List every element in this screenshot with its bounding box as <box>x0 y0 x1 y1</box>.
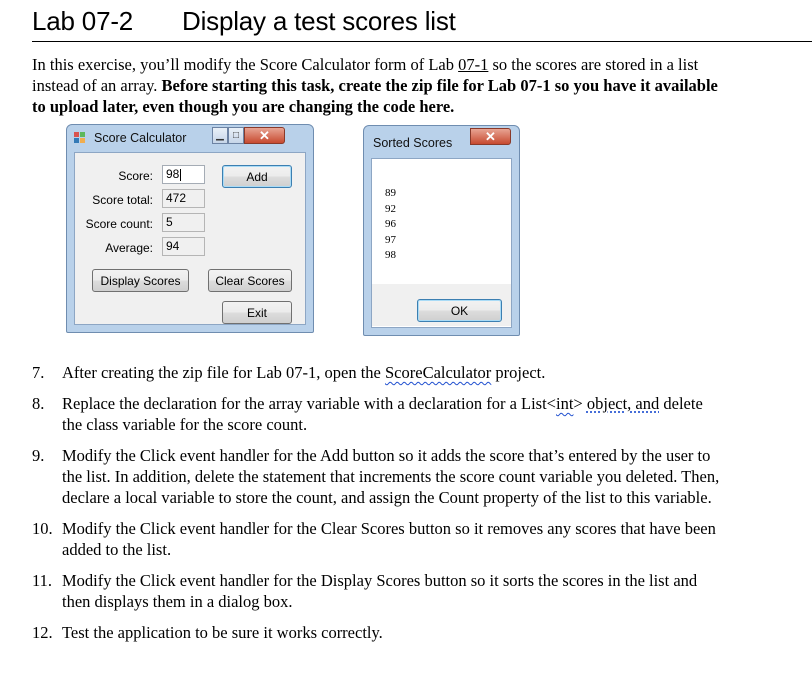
sorted-window-controls <box>470 128 511 145</box>
exit-button[interactable]: Exit <box>222 301 292 324</box>
calculator-titlebar[interactable] <box>67 125 313 151</box>
score-calculator-window <box>66 124 314 333</box>
average-label: Average: <box>105 241 153 255</box>
heading-rule <box>32 41 812 42</box>
sorted-title: Sorted Scores <box>373 136 453 150</box>
step-12 <box>32 622 722 643</box>
text-caret <box>180 169 181 181</box>
ok-button[interactable]: OK <box>417 299 502 322</box>
close-icon[interactable]: ✕ <box>470 128 511 145</box>
step-9 <box>32 445 722 508</box>
score-total-label: Score total: <box>92 193 153 207</box>
add-button[interactable]: Add <box>222 165 292 188</box>
step-text: Modify the Click event handler for the Add button so it adds the score that’s entered by the user to the list. In addition, delete the statement that increments the score count variable you deleted. Then, declare a local variable to store the count, and assign the Count property of the list to this variable. <box>62 446 720 507</box>
grammar-flagged-text: object, and <box>586 394 660 413</box>
step-number: 9. <box>32 446 45 465</box>
intro-text-1: In this exercise, you’ll modify the Score Calculator form of Lab <box>32 55 459 74</box>
sorted-titlebar[interactable] <box>364 126 519 152</box>
step-7 <box>32 362 722 383</box>
step-text: > <box>573 394 587 413</box>
step-number: 10. <box>32 519 53 538</box>
step-text: project. <box>491 363 546 382</box>
step-number: 12. <box>32 623 53 642</box>
sorted-scores-list <box>385 186 396 264</box>
step-number: 7. <box>32 363 45 382</box>
minimize-icon[interactable]: ▁ <box>212 127 228 144</box>
step-text: Modify the Click event handler for the Display Scores button so it sorts the scores in the list and then displays them in a dialog box. <box>62 571 698 611</box>
step-text: Test the application to be sure it works correctly. <box>62 623 383 642</box>
step-text: After creating the zip file for Lab 07-1, open the <box>62 363 385 382</box>
instruction-steps <box>32 362 722 653</box>
intro-bold-note: Before starting this task, create the zip file for Lab 07-1 so you have it available to upload later, even though you are changing the code here. <box>32 76 718 116</box>
step-10 <box>32 518 722 560</box>
maximize-icon[interactable]: □ <box>228 127 244 144</box>
step-11 <box>32 570 722 612</box>
clear-scores-button[interactable]: Clear Scores <box>208 269 292 292</box>
score-count-label: Score count: <box>85 217 153 231</box>
score-item: 98 <box>385 249 396 261</box>
calculator-window-controls <box>212 127 285 144</box>
intro-lab-reference: 07-1 <box>458 55 489 74</box>
display-scores-button[interactable]: Display Scores <box>92 269 189 292</box>
step-text: delete the class variable for the score count. <box>62 394 703 434</box>
lab-title: Display a test scores list <box>182 6 456 36</box>
step-number: 8. <box>32 394 45 413</box>
score-total-field: 472 <box>162 189 205 208</box>
score-item: 97 <box>385 233 396 246</box>
step-8 <box>32 393 722 435</box>
project-name: ScoreCalculator <box>385 363 492 382</box>
type-keyword: int <box>556 394 574 413</box>
score-item: 92 <box>385 202 396 215</box>
average-field: 94 <box>162 237 205 256</box>
intro-text-2: so the scores are stored in a list instead of an array. <box>32 55 699 95</box>
close-icon[interactable]: ✕ <box>244 127 285 144</box>
step-text: Modify the Click event handler for the Clear Scores button so it removes any scores that have been added to the list. <box>62 519 716 559</box>
step-text: Replace the declaration for the array variable with a declaration for a List< <box>62 394 556 413</box>
lab-heading <box>32 6 456 37</box>
score-item: 96 <box>385 218 396 230</box>
score-input[interactable] <box>162 165 205 184</box>
calculator-title: Score Calculator <box>94 131 187 145</box>
step-number: 11. <box>32 571 53 590</box>
score-label: Score: <box>118 169 153 183</box>
lab-number: Lab 07-2 <box>32 6 134 36</box>
intro-paragraph <box>32 54 732 117</box>
score-item: 89 <box>385 187 396 199</box>
app-form-icon <box>74 132 86 144</box>
score-count-field: 5 <box>162 213 205 232</box>
score-input-value: 98 <box>166 167 180 181</box>
